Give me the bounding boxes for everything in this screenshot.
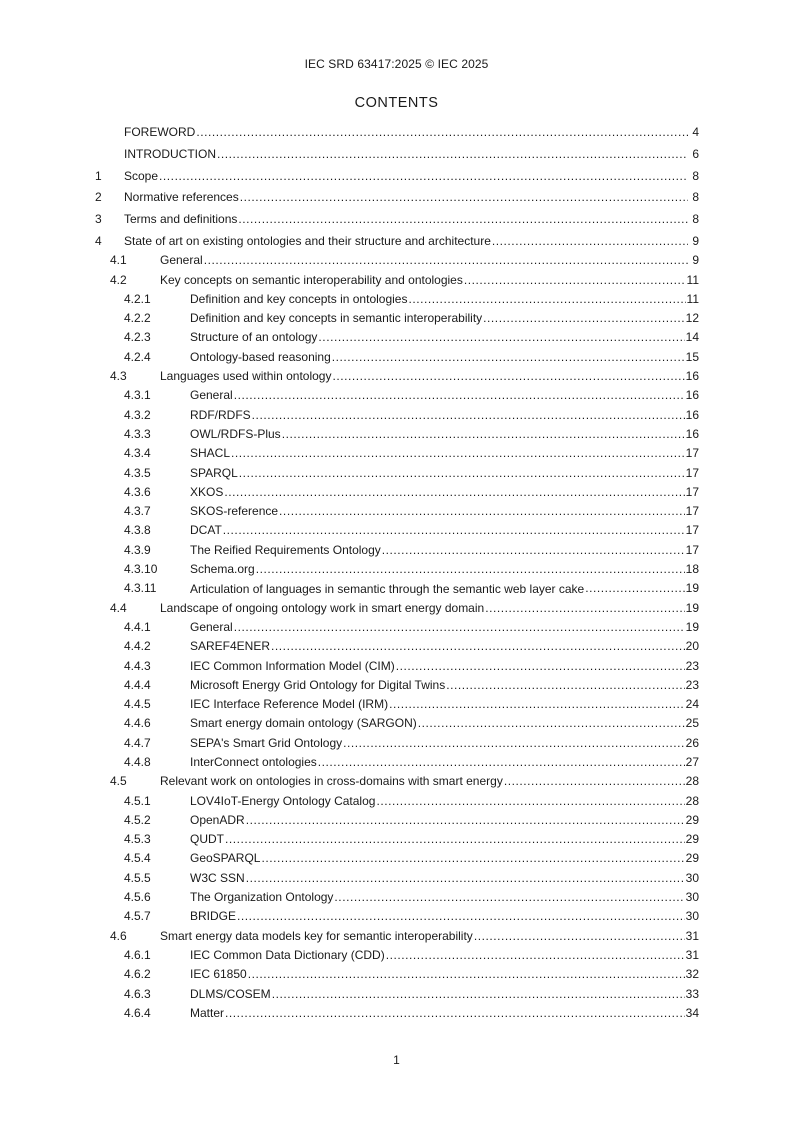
toc-entry-number: 4.5.5	[124, 870, 151, 885]
toc-entry-page: 11	[686, 272, 699, 287]
toc-entry[interactable]	[95, 505, 699, 518]
toc-entry-title: BRIDGE	[190, 909, 237, 924]
toc-entry-page: 16	[685, 426, 699, 441]
toc-entry-title: Landscape of ongoing ontology work in smart energy domain	[160, 600, 485, 615]
toc-dot-leader	[234, 621, 685, 634]
toc-entry-title: General	[160, 253, 203, 268]
toc-entry-number: 4.4.5	[124, 697, 151, 712]
toc-entry-title: DCAT	[190, 523, 222, 538]
toc-dot-leader	[223, 524, 685, 537]
toc-entry-title: IEC Common Data Dictionary (CDD)	[190, 947, 385, 962]
toc-entry-title: INTRODUCTION	[124, 146, 216, 161]
toc-dot-leader	[332, 370, 684, 383]
toc-entry-number: 4.3.4	[124, 446, 151, 461]
toc-entry-number: 4.3.11	[124, 581, 157, 596]
toc-entry-page: 17	[685, 542, 699, 557]
toc-dot-leader	[159, 170, 688, 183]
toc-entry-page: 9	[692, 233, 699, 248]
toc-entry[interactable]	[95, 409, 699, 422]
toc-entry-page: 9	[692, 253, 699, 268]
toc-entry-number: 4.6.3	[124, 986, 151, 1001]
toc-entry-page: 20	[685, 639, 699, 654]
toc-entry-number: 4.2.2	[124, 311, 151, 326]
toc-entry-title: IEC 61850	[190, 967, 247, 982]
toc-entry-page: 19	[685, 600, 699, 615]
toc-entry-title: Scope	[124, 168, 159, 183]
toc-entry-page: 8	[692, 190, 699, 205]
toc-entry[interactable]	[95, 756, 699, 769]
toc-entry-page: 31	[685, 928, 699, 943]
toc-entry-page: 12	[685, 311, 699, 326]
toc-entry-number: 4.5.6	[124, 890, 151, 905]
toc-dot-leader	[386, 949, 685, 962]
toc-entry-title: Articulation of languages in semantic through the semantic web layer cake	[190, 581, 585, 596]
toc-entry-title: Normative references	[124, 190, 239, 205]
toc-entry-number: 4.4.2	[124, 639, 151, 654]
toc-dot-leader	[279, 505, 685, 518]
toc-entry-title: OWL/RDFS-Plus	[190, 426, 281, 441]
toc-entry[interactable]	[95, 370, 699, 383]
toc-entry-page: 17	[685, 446, 699, 461]
toc-dot-leader	[237, 910, 685, 923]
toc-entry-title: OpenADR	[190, 812, 245, 827]
toc-entry-number: 4.3.9	[124, 542, 151, 557]
toc-entry-number: 4.4.4	[124, 677, 151, 692]
toc-entry-page: 32	[685, 967, 699, 982]
toc-entry-page: 18	[685, 562, 699, 577]
toc-entry-number: 4.5	[110, 774, 127, 789]
toc-entry-title: SHACL	[190, 446, 231, 461]
toc-dot-leader	[231, 447, 685, 460]
toc-entry-number: 4.4.1	[124, 619, 151, 634]
toc-entry-title: SPARQL	[190, 465, 238, 480]
toc-entry-number: 4.5.4	[124, 851, 151, 866]
toc-dot-leader	[318, 331, 684, 344]
toc-entry[interactable]	[95, 389, 699, 402]
toc-dot-leader	[504, 775, 685, 788]
toc-dot-leader	[446, 679, 684, 692]
toc-entry-title: Smart energy domain ontology (SARGON)	[190, 716, 417, 731]
toc-entry-title: Languages used within ontology	[160, 369, 332, 384]
toc-entry[interactable]	[95, 293, 699, 306]
toc-entry-title: W3C SSN	[190, 870, 245, 885]
toc-entry-number: 4.5.2	[124, 812, 151, 827]
toc-entry-title: IEC Common Information Model (CIM)	[190, 658, 395, 673]
toc-dot-leader	[246, 814, 685, 827]
toc-entry[interactable]	[95, 988, 699, 1001]
toc-entry-page: 11	[686, 291, 699, 306]
toc-entry-number: 4.5.3	[124, 832, 151, 847]
toc-dot-leader	[246, 872, 685, 885]
toc-entry-page: 28	[685, 774, 699, 789]
toc-entry-title: Relevant work on ontologies in cross-domains with smart energy	[160, 774, 503, 789]
toc-entry[interactable]	[95, 833, 699, 846]
toc-entry-page: 30	[685, 909, 699, 924]
toc-entry-title: SKOS-reference	[190, 504, 279, 519]
toc-entry[interactable]	[95, 191, 699, 204]
toc-entry-number: 1	[95, 168, 102, 183]
toc-entry[interactable]	[95, 582, 699, 595]
toc-entry[interactable]	[95, 717, 699, 730]
toc-entry-number: 4.3.7	[124, 504, 151, 519]
toc-dot-leader	[408, 293, 685, 306]
toc-entry-number: 4	[95, 233, 102, 248]
toc-entry[interactable]	[95, 602, 699, 615]
toc-dot-leader	[234, 389, 685, 402]
toc-entry-page: 19	[685, 619, 699, 634]
toc-dot-leader	[240, 191, 688, 204]
toc-entry-title: Microsoft Energy Grid Ontology for Digital Twins	[190, 677, 446, 692]
toc-entry-title: SEPA's Smart Grid Ontology	[190, 735, 343, 750]
toc-entry-title: RDF/RDFS	[190, 407, 251, 422]
toc-entry-page: 30	[685, 890, 699, 905]
page-header: IEC SRD 63417:2025 © IEC 2025	[304, 57, 489, 71]
toc-entry[interactable]	[95, 660, 699, 673]
toc-entry-title: Definition and key concepts in ontologies	[190, 291, 408, 306]
toc-entry-number: 4.3.8	[124, 523, 151, 538]
toc-entry-page: 33	[685, 986, 699, 1001]
toc-entry-page: 27	[685, 755, 699, 769]
toc-dot-leader	[272, 988, 685, 1001]
toc-entry-number: 4.4.3	[124, 658, 151, 673]
toc-dot-leader	[585, 582, 684, 595]
toc-entry-number: 4.3	[110, 369, 127, 384]
toc-entry-title: Schema.org	[190, 562, 255, 577]
toc-entry-page: 17	[685, 523, 699, 538]
toc-entry-number: 4.2	[110, 272, 127, 287]
toc-entry-page: 30	[685, 870, 699, 885]
toc-entry-number: 4.4.6	[124, 716, 151, 731]
toc-dot-leader	[225, 1007, 685, 1020]
toc-entry-number: 4.3.2	[124, 407, 151, 422]
toc-entry-number: 3	[95, 212, 102, 227]
toc-dot-leader	[343, 737, 685, 750]
toc-entry-number: 4.5.7	[124, 909, 151, 924]
toc-entry-title: Terms and definitions	[124, 212, 238, 227]
toc-entry-page: 23	[685, 658, 699, 673]
toc-entry[interactable]	[95, 949, 699, 962]
toc-entry-number: 4.5.1	[124, 793, 151, 808]
toc-entry[interactable]	[95, 930, 699, 943]
toc-dot-leader	[318, 756, 685, 769]
toc-entry-title: Smart energy data models key for semantic interoperability	[160, 928, 473, 943]
toc-entry[interactable]	[95, 872, 699, 885]
toc-entry-page: 28	[685, 793, 699, 808]
toc-entry[interactable]	[95, 312, 699, 325]
toc-entry-page: 17	[685, 465, 699, 480]
toc-entry-page: 29	[685, 851, 699, 866]
toc-entry[interactable]	[95, 814, 699, 827]
toc-entry[interactable]	[95, 467, 699, 480]
page-number: 1	[393, 1053, 400, 1067]
toc-entry[interactable]	[95, 698, 699, 711]
toc-dot-leader	[332, 351, 685, 364]
toc-entry-title: LOV4IoT-Energy Ontology Catalog	[190, 793, 376, 808]
toc-entry[interactable]	[95, 126, 699, 139]
toc-entry[interactable]	[95, 213, 699, 226]
toc-entry-number: 4.4	[110, 600, 127, 615]
toc-entry[interactable]	[95, 351, 699, 364]
toc-entry-page: 4	[692, 125, 699, 139]
toc-entry-title: The Organization Ontology	[190, 890, 334, 905]
toc-entry-page: 26	[685, 735, 699, 750]
toc-entry-page: 17	[685, 484, 699, 499]
toc-dot-leader	[376, 795, 684, 808]
toc-dot-leader	[248, 968, 685, 981]
toc-dot-leader	[464, 274, 686, 287]
toc-dot-leader	[204, 254, 688, 267]
toc-entry-number: 4.6.2	[124, 967, 151, 982]
toc-entry[interactable]	[95, 795, 699, 808]
toc-entry[interactable]	[95, 544, 699, 557]
toc-entry-number: 4.2.3	[124, 330, 151, 345]
toc-entry[interactable]	[95, 968, 699, 981]
toc-dot-leader	[282, 428, 685, 441]
toc-dot-leader	[224, 486, 684, 499]
toc-entry-page: 15	[685, 349, 699, 364]
toc-dot-leader	[334, 891, 684, 904]
toc-entry-title: QUDT	[190, 832, 224, 847]
toc-entry-number: 4.4.7	[124, 735, 151, 750]
toc-entry-number: 4.2.1	[124, 291, 151, 306]
toc-dot-leader	[196, 126, 688, 139]
toc-entry[interactable]	[95, 148, 699, 161]
toc-entry-page: 8	[692, 212, 699, 227]
toc-entry-title: FOREWORD	[124, 125, 196, 139]
toc-entry[interactable]	[95, 486, 699, 499]
toc-entry[interactable]	[95, 852, 699, 865]
toc-entry-page: 24	[685, 697, 699, 712]
toc-entry-title: Key concepts on semantic interoperability and ontologies	[160, 272, 463, 287]
toc-dot-leader	[225, 833, 685, 846]
toc-entry-page: 23	[685, 677, 699, 692]
toc-dot-leader	[492, 235, 688, 248]
toc-entry[interactable]	[95, 1007, 699, 1020]
toc-entry-number: 4.2.4	[124, 349, 151, 364]
toc-entry-page: 16	[685, 369, 699, 384]
toc-entry-number: 2	[95, 190, 102, 205]
toc-entry[interactable]	[95, 621, 699, 634]
toc-entry-number: 4.3.5	[124, 465, 151, 480]
toc-entry[interactable]	[95, 428, 699, 441]
toc-entry-number: 4.6.4	[124, 1005, 151, 1020]
toc-entry-page: 29	[685, 832, 699, 847]
toc-dot-leader	[418, 717, 685, 730]
toc-entry-page: 17	[685, 504, 699, 519]
toc-entry-title: Structure of an ontology	[190, 330, 318, 345]
toc-entry-page: 16	[685, 407, 699, 422]
toc-entry-page: 14	[685, 330, 699, 345]
toc-dot-leader	[271, 640, 685, 653]
toc-entry-page: 25	[685, 716, 699, 731]
toc-entry-title: Matter	[190, 1005, 225, 1020]
toc-entry[interactable]	[95, 170, 699, 183]
toc-entry[interactable]	[95, 447, 699, 460]
toc-dot-leader	[389, 698, 685, 711]
toc-dot-leader	[217, 148, 688, 161]
toc-entry[interactable]	[95, 737, 699, 750]
toc-entry-number: 4.3.1	[124, 388, 151, 403]
toc-entry-title: Ontology-based reasoning	[190, 349, 331, 364]
toc-entry-number: 4.3.6	[124, 484, 151, 499]
toc-dot-leader	[396, 660, 685, 673]
toc-entry-title: State of art on existing ontologies and their structure and architecture	[124, 233, 491, 248]
toc-entry-number: 4.3.10	[124, 562, 158, 577]
toc-entry-number: 4.4.8	[124, 755, 151, 769]
toc-entry-number: 4.6	[110, 928, 127, 943]
toc-dot-leader	[483, 312, 684, 325]
toc-entry[interactable]	[95, 891, 699, 904]
toc-entry[interactable]	[95, 254, 699, 267]
toc-dot-leader	[474, 930, 685, 943]
toc-entry-title: SAREF4ENER	[190, 639, 271, 654]
toc-dot-leader	[239, 467, 685, 480]
toc-entry-page: 16	[685, 388, 699, 403]
toc-entry[interactable]	[95, 524, 699, 537]
toc-entry[interactable]	[95, 910, 699, 923]
toc-dot-leader	[261, 852, 684, 865]
toc-entry-title: GeoSPARQL	[190, 851, 261, 866]
toc-entry-page: 8	[692, 168, 699, 183]
toc-entry[interactable]	[95, 679, 699, 692]
toc-entry[interactable]	[95, 331, 699, 344]
toc-entry-title: InterConnect ontologies	[190, 755, 317, 769]
toc-entry-number: 4.3.3	[124, 426, 151, 441]
toc-entry-title: Definition and key concepts in semantic interoperability	[190, 311, 483, 326]
toc-entry-title: XKOS	[190, 484, 224, 499]
toc-entry-title: General	[190, 619, 233, 634]
toc-entry[interactable]	[95, 775, 699, 788]
toc-entry-title: The Reified Requirements Ontology	[190, 542, 381, 557]
toc-dot-leader	[256, 563, 685, 576]
toc-entry[interactable]	[95, 235, 699, 248]
toc-dot-leader	[252, 409, 685, 422]
table-of-contents	[95, 123, 699, 1020]
toc-entry[interactable]	[95, 563, 699, 576]
toc-entry[interactable]	[95, 640, 699, 653]
toc-dot-leader	[485, 602, 684, 615]
toc-entry-title: IEC Interface Reference Model (IRM)	[190, 697, 389, 712]
toc-heading: CONTENTS	[354, 95, 439, 111]
toc-entry[interactable]	[95, 274, 699, 287]
toc-dot-leader	[382, 544, 685, 557]
toc-entry-page: 31	[685, 947, 699, 962]
toc-entry-page: 29	[685, 812, 699, 827]
toc-entry-title: General	[190, 388, 233, 403]
toc-entry-number: 4.6.1	[124, 947, 151, 962]
toc-entry-number: 4.1	[110, 253, 127, 268]
toc-entry-page: 34	[685, 1005, 699, 1020]
toc-dot-leader	[238, 213, 688, 226]
toc-entry-page: 6	[692, 146, 699, 161]
toc-entry-page: 19	[685, 581, 699, 596]
toc-entry-title: DLMS/COSEM	[190, 986, 271, 1001]
